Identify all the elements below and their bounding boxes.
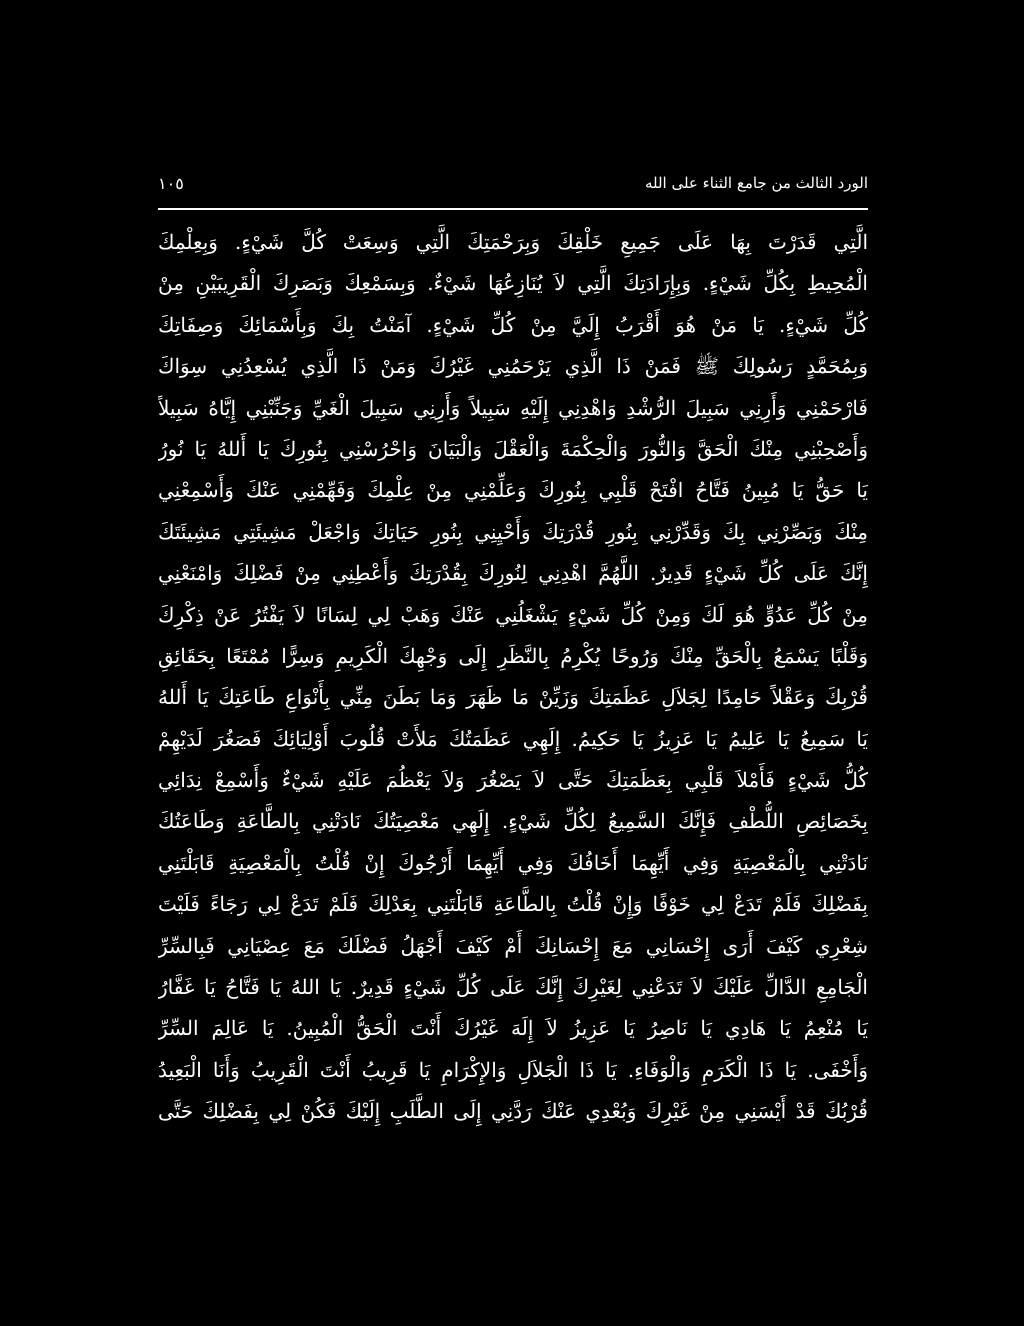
page-header (158, 172, 868, 200)
header-rule (158, 208, 868, 210)
text-line: قُرْبِكَ وَعَقْلاً حَامِدًا لِجَلاَلِ عَظَمَتِكَ وَزَيِّنْ مَا ظَهَرَ وَمَا بَطَنَ مِنِّي بِأَنْوَاعِ طَاعَتِكَ يَا أَللهُ (158, 685, 868, 710)
text-line: بِفَضْلِكَ فَلَمْ تَدَعْ لِي خَوْفًا وَإِنْ قُلْتُ بِالطَّاعَةِ قَابَلْتَنِي بِعَدْلِكَ فَلَمْ تَدَعْ لِي رَجَاءً فَلَيْتَ (158, 892, 868, 917)
page-number: ١٠٥ (158, 174, 184, 193)
text-line: كُلِّ شَيْءٍ. يَا مَنْ هُوَ أَقْرَبُ إِلَيَّ مِنْ كُلِّ شَيْءٍ. آمَنْتُ بِكَ وَبِأَسْمَائِكَ وَصِفَاتِكَ (158, 312, 868, 337)
text-line: شِعْرِي كَيْفَ أَرَى إِحْسَانِي مَعَ إِحْسَانِكَ أَمْ كَيْفَ أَجْهَلُ فَضْلَكَ مَعَ عِصْيَانِي فَبِالسِّرِّ (158, 933, 868, 958)
text-line: فَارْحَمْنِي وَأَرِنِي سَبِيلَ الرُّشْدِ وَاهْدِنِي إِلَيْهِ سَبِيلاً وَأَرِنِي سَبِيلَ الْغَيِّ وَجَنِّبْنِي إِيَّاهُ سَبِيلاً (158, 395, 868, 420)
text-line: بِخَصَائِصِ اللُّطْفِ فَإِنَّكَ السَّمِيعُ لِكُلِّ شَيْءٍ. إِلَهِي مَعْصِيَتُكَ نَادَتْنِي بِالطَّاعَةِ وَطَاعَتُكَ (158, 809, 868, 834)
text-line: كُلُّ شَيْءٍ فَأَمْلاَ قَلْبِي بِعَظَمَتِكَ حَتَّى لاَ يَصْغُرَ وَلاَ يَعْظُمَ عَلَيْهِ شَيْءٌ وَأَسْمِعْ نِدَائِي (158, 768, 868, 793)
running-title: الورد الثالث من جامع الثناء على الله (644, 174, 868, 192)
text-line: يَا حَقُّ يَا مُبِينُ فَتَّاحُ افْتَحْ قَلْبِي بِنُورِكَ وَعَلِّمْنِي مِنْ عِلْمِكَ وَفَهِّمْنِي عَنْكَ وَأَسْمِعْنِي (158, 478, 868, 503)
text-line: مِنْ كُلِّ عَدُوٍّ هُوَ لَكَ وَمِنْ كُلِّ شَيْءٍ يَشْغَلُنِي عَنْكَ وَهَبْ لِي لِسَانًا لاَ يَفْتُرُ عَنْ ذِكْرِكَ (158, 602, 868, 627)
text-line: قُرْبُكَ قَدْ أَيْسَنِي مِنْ غَيْرِكَ وَبُعْدِي عَنْكَ رَدَّنِي إِلَى الطَّلَبِ إِلَيْكَ فَكُنْ لِي بِفَضْلِكَ حَتَّى (158, 1099, 868, 1124)
text-line: الْمُحِيطِ بِكُلِّ شَيْءٍ. وَبِإِرَادَتِكَ الَّتِي لاَ يُنَازِعُهَا شَيْءٌ. وَبِسَمْعِكَ وَبَصَرِكَ الْقَرِيبَيْنِ مِنْ (158, 271, 868, 296)
text-line: مِنْكَ وَبَصِّرْنِي بِكَ وَقَدِّرْنِي بِنُورِ قُدْرَتِكَ وَأَحْيِنِي بِنُورِ حَيَاتِكَ وَاجْعَلْ مَشِيئَتِي مَشِيئَتَكَ (158, 519, 868, 544)
text-line: وَأَصْحِبْنِي مِنْكَ الْحَقَّ وَالنُّورَ وَالْحِكْمَةَ وَالْعَقْلَ وَالْبَيَانَ وَاحْرُسْنِي بِنُورِكَ يَا أَللهُ يَا نُورُ (158, 436, 868, 461)
body-text (158, 222, 868, 1133)
text-line: يَا مُنْعِمُ يَا هَادِي يَا نَاصِرُ يَا عَزِيزُ لاَ إِلَهَ غَيْرُكَ أَنْتَ الْحَقُّ الْمُبِينُ. يَا عَالِمَ السِّرِّ (158, 1016, 868, 1041)
text-line: وَأَخْفَى. يَا ذَا الْكَرَمِ وَالْوَفَاءِ. يَا ذَا الْجَلاَلِ وَالإِكْرَامِ يَا قَرِيبُ أَنْتَ الْقَرِيبُ وَأَنَا الْبَعِيدُ (158, 1057, 868, 1082)
text-line: الَّتِي قَدَرْتَ بِهَا عَلَى جَمِيعِ خَلْقِكَ وَبِرَحْمَتِكَ الَّتِي وَسِعَتْ كُلَّ شَيْءٍ. وَبِعِلْمِكَ (158, 230, 868, 254)
text-line: وَبِمُحَمَّدٍ رَسُولِكَ ﷺ فَمَنْ ذَا الَّذِي يَرْحَمُنِي غَيْرُكَ وَمَنْ ذَا الَّذِي يُسْعِدُنِي سِوَاكَ (158, 354, 868, 379)
text-line: وَقَلْبًا يَسْمَعُ بِالْحَقِّ مِنْكَ وَرُوحًا يُكْرِمُ بِالنَّظَرِ إِلَى وَجْهِكَ الْكَرِيمِ وَسِرًّا مُمْتَعًا بِحَقَائِقِ (158, 643, 868, 668)
text-line: إِنَّكَ عَلَى كُلِّ شَيْءٍ قَدِيرٌ. اللَّهُمَّ اهْدِنِي لِنُورِكَ بِقُدْرَتِكَ وَأَعْطِنِي مِنْ فَضْلِكَ وَامْنَعْنِي (158, 561, 868, 586)
text-line: نَادَتْنِي بِالْمَعْصِيَةِ وَفِي أَيِّهِمَا أَخَافُكَ وَفِي أَيِّهِمَا أَرْجُوكَ إِنْ قُلْتُ بِالْمَعْصِيَةِ قَابَلْتَنِي (158, 850, 868, 875)
text-line: الْجَامِعِ الدَّالِّ عَلَيْكَ لاَ تَدَعْنِي لِغَيْرِكَ إِنَّكَ عَلَى كُلِّ شَيْءٍ قَدِيرٌ. يَا اللهُ يَا فَتَّاحُ يَا غَفَّارُ (158, 975, 868, 1000)
text-line: يَا سَمِيعُ يَا عَلِيمُ يَا عَزِيزُ يَا حَكِيمُ. إِلَهِي عَظَمَتُكَ مَلأَتْ قُلُوبَ أَوْلِيَائِكَ فَصَغُرَ لَدَيْهِمْ (158, 726, 868, 751)
